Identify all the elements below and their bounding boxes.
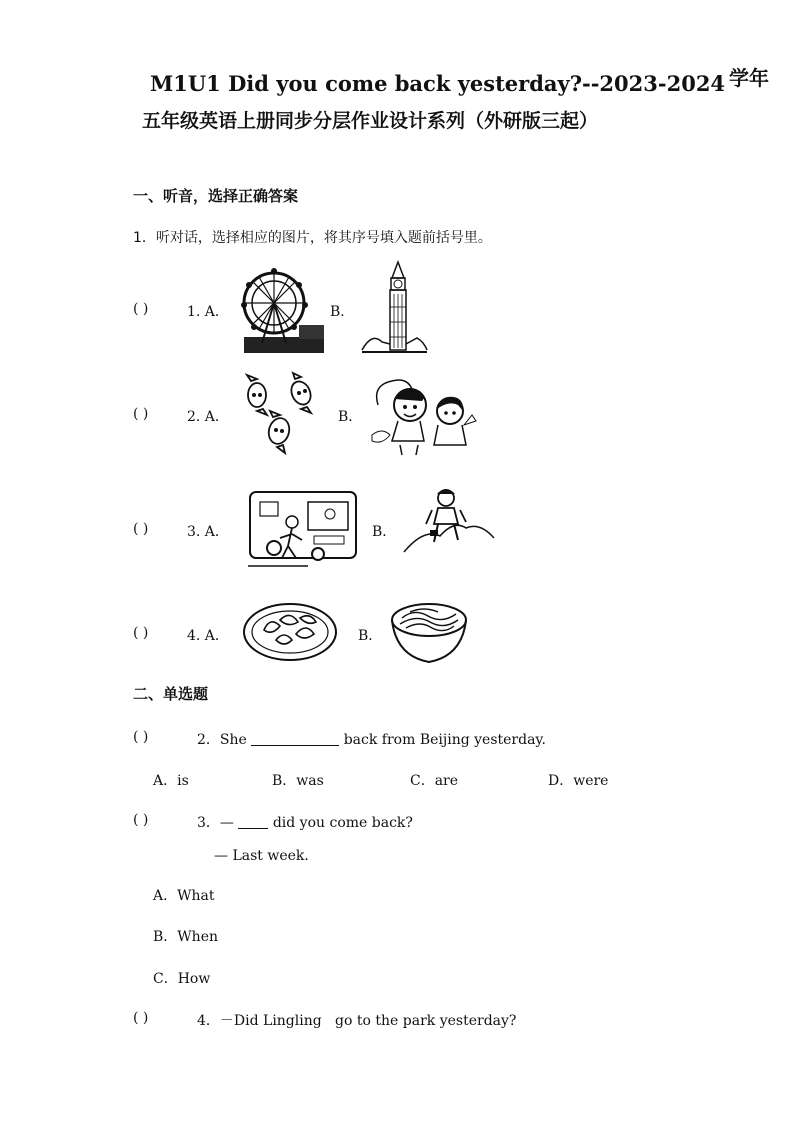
q3-blank[interactable]: [238, 814, 268, 829]
answer-paren-3[interactable]: ( ): [133, 521, 149, 537]
item-4-a-label: 4. A．: [187, 628, 229, 644]
item-1-a-label: 1. A．: [187, 304, 229, 320]
q2-stem: 2．She back from Beijing yesterday.: [197, 732, 546, 748]
bus-icon: [248, 488, 360, 573]
item-3-b-label: B．: [372, 524, 397, 540]
answer-paren-q4[interactable]: ( ): [133, 1010, 149, 1026]
section2-heading: 二、单选题: [133, 685, 209, 703]
q3-stem: 3．— did you come back?: [197, 815, 413, 831]
page-title: [150, 68, 769, 97]
item-2-b-label: B．: [338, 409, 363, 425]
noodle-bowl-icon: [390, 600, 468, 664]
hiker-icon: [404, 484, 494, 556]
q2-option-d[interactable]: D．were: [548, 773, 609, 789]
q3-option-b[interactable]: B．When: [153, 929, 218, 945]
title-line1-en: M1U1 Did you come back yesterday?--2023-2024: [150, 71, 726, 96]
q2-blank[interactable]: [251, 731, 339, 746]
answer-paren-4[interactable]: ( ): [133, 625, 149, 641]
item-1-b-label: B．: [330, 304, 355, 320]
item-2-a-label: 2. A．: [187, 409, 229, 425]
q4-stem: 4．－Did Lingling go to the park yesterday?: [197, 1013, 517, 1029]
q3-answer-line: — Last week.: [214, 848, 309, 864]
item-4-b-label: B．: [358, 628, 383, 644]
page-subtitle: 五年级英语上册同步分层作业设计系列（外研版三起）: [142, 110, 599, 132]
q2-option-c[interactable]: C．are: [410, 773, 459, 789]
item-3-a-label: 3. A．: [187, 524, 229, 540]
title-line1-cn: 学年: [729, 66, 770, 90]
children-icon: [372, 375, 477, 457]
section1-instruction: 1．听对话，选择相应的图片，将其序号填入题前括号里。: [133, 230, 492, 246]
candies-icon: [243, 373, 321, 455]
ferris-wheel-icon: [244, 265, 324, 355]
answer-paren-1[interactable]: ( ): [133, 301, 149, 317]
q3-option-c[interactable]: C．How: [153, 971, 211, 987]
answer-paren-q3[interactable]: ( ): [133, 812, 149, 828]
q2-option-b[interactable]: B．was: [272, 773, 324, 789]
q3-option-a[interactable]: A．What: [153, 888, 215, 904]
dumplings-plate-icon: [242, 600, 338, 662]
q2-option-a[interactable]: A．is: [153, 773, 189, 789]
answer-paren-2[interactable]: ( ): [133, 406, 149, 422]
section1-heading: 一、听音，选择正确答案: [133, 187, 299, 205]
answer-paren-q2[interactable]: ( ): [133, 729, 149, 745]
big-ben-icon: [362, 262, 427, 355]
